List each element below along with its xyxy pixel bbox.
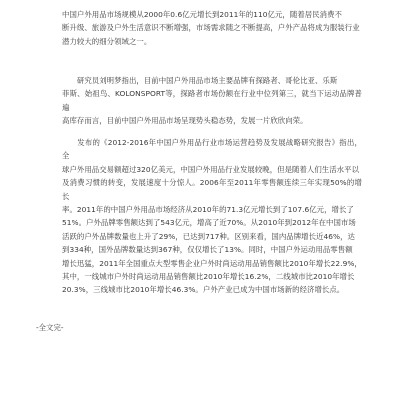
paragraph-report: 发布的《2012-2016年中国户外用品行业市场运营趋势及发展战略研究报告》指出，全 球户外用品交易额超过320亿美元，中国户外用品行业发展较晚，但是随着人们生活水平以 及消费习惯的转变，发展速度十分惊人。2006年至2011年零售额连续三年实现50%的增长 率。2011年的中国户外用品市场经济从2010年的71.3亿元增长到了107.6亿元，增长了 51%。户外品牌零售额达到了543亿元，增高了近70%。从2010年到2012年在中国市场 活跃的户外品牌数量也上升了29%，已达到717种。区别来看，国内品牌增长近46%，达 到334种，国外品牌数量达到367种，仅仅增长了13%。同时，中国户外运动用品零售额 增长迅猛，2011年全国重点大型零售企业户外时尚运动用品销售额比2010年增长22.9%， 其中，一线城市户外时尚运动用品销售额比2010年增长16.2%，二线城市比2010年增长 20.3%，三线城市比2010年增长46.3%。户外产业已成为中国市场新的经济增长点。 <box>62 138 362 295</box>
paragraph-brands: 研究员刘明梦指出，目前中国户外用品市场主要品牌有探路者、哥伦比亚、乐斯 菲斯、始祖鸟、KOLONSPORT等，探路者市场份额在行业中位列第三，就当下运动品牌普遍 高库存而言，目前中国户外用品市场呈现势头稳态势，发展一片欣欣向荣。 <box>62 76 362 126</box>
end-of-text-marker: -全文完- <box>36 323 64 332</box>
paragraph-market-scale: 中国户外用品市场规模从2000年0.6亿元增长到2011年的110亿元，随着居民消费不 断升级、旅游及户外生活意识不断增强，市场需求随之不断提高，户外产品将成为服装行业 潜力较大的细分领域之一。 <box>62 10 360 46</box>
